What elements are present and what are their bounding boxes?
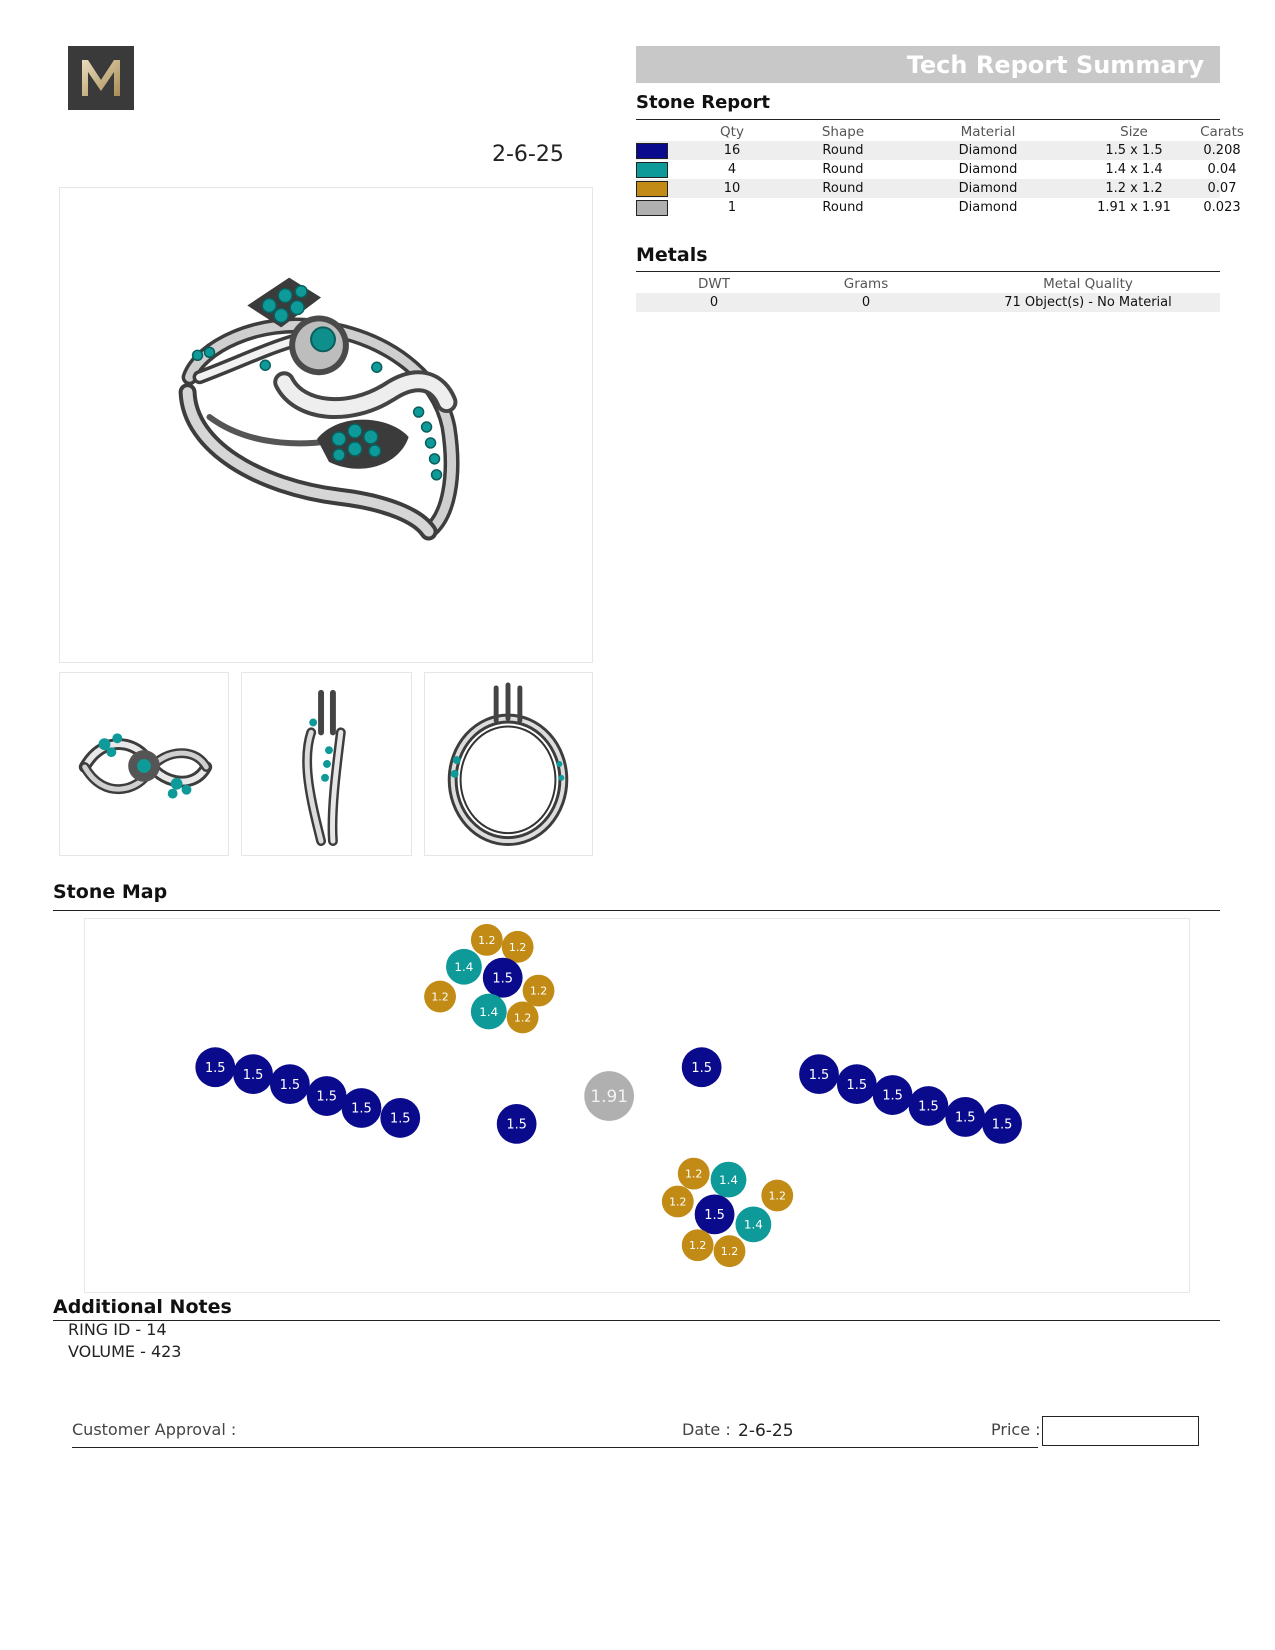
stone-marker [233,1054,273,1094]
stone-material: Diamond [958,143,1018,158]
stone-size-label: 1.5 [882,1088,903,1104]
stone-size-label: 1.5 [316,1089,337,1105]
stone-qty: 16 [723,143,741,158]
stone-size-label: 1.2 [684,1167,703,1181]
stone-size-label: 1.91 [590,1086,628,1107]
stone-size-label: 1.5 [351,1101,372,1117]
color-swatch [636,143,668,159]
stone-qty: 10 [723,181,741,196]
stone-size-label: 1.5 [704,1208,725,1224]
stone-map [84,918,1190,1293]
stone-size-label: 1.2 [431,990,449,1004]
ring-side-view [241,672,412,856]
stone-marker [507,1002,539,1034]
color-swatch [636,181,668,197]
stone-carats: 0.023 [1203,200,1241,215]
stone-shape: Round [822,200,864,215]
stone-material: Diamond [958,162,1018,177]
stone-marker [523,975,555,1007]
note-line: VOLUME - 423 [68,1342,182,1361]
stone-map-canvas [85,919,1189,1292]
stone-size-label: 1.4 [454,960,474,975]
stone-shape: Round [822,181,864,196]
stone-marker [483,958,523,998]
stone-marker [735,1206,771,1242]
notes-rule [53,1320,1220,1321]
stone-marker [678,1158,710,1190]
stone-marker [695,1195,735,1235]
approval-date-label: Date : [682,1420,731,1439]
table-row [636,160,1237,179]
document-date: 2-6-25 [492,142,564,167]
stone-marker [502,931,534,963]
stone-marker [799,1054,839,1094]
ring-top-image [60,673,228,855]
ring-top-view [59,672,229,856]
approval-signature-line [72,1447,1038,1448]
stone-table-header [636,122,1244,141]
stone-size-label: 1.5 [846,1077,868,1093]
stone-marker [471,924,503,956]
metal-dwt: 0 [709,295,719,310]
stone-size: 1.5 x 1.5 [1105,143,1163,158]
stone-marker [714,1235,746,1267]
ring-perspective-image [60,188,592,662]
stone-shape: Round [822,162,864,177]
stone-size: 1.91 x 1.91 [1097,200,1171,215]
stone-size-label: 1.5 [506,1117,527,1133]
stone-qty: 1 [727,200,737,215]
note-line: RING ID - 14 [68,1320,167,1339]
notes-title: Additional Notes [53,1296,232,1318]
col-material: Material [960,124,1016,140]
stone-qty: 4 [727,162,737,177]
stone-marker [682,1047,722,1087]
stone-size-label: 1.5 [492,971,514,987]
metals-rule [636,271,1220,272]
metals-title: Metals [636,244,708,266]
stone-size-label: 1.5 [954,1110,976,1126]
table-row [636,179,1237,198]
col-qty: Qty [720,124,744,140]
stone-marker [982,1104,1022,1144]
stone-size-label: 1.2 [478,933,496,947]
stone-marker [342,1088,382,1128]
stone-carats: 0.07 [1207,181,1237,196]
customer-approval-label: Customer Approval : [72,1420,237,1439]
color-swatch [636,162,668,178]
stone-marker [307,1076,347,1116]
stone-size-label: 1.2 [513,1011,532,1025]
stone-size-label: 1.5 [991,1117,1013,1133]
stone-size-label: 1.2 [508,940,527,954]
stone-carats: 0.208 [1203,143,1241,158]
stone-marker [584,1071,634,1121]
stone-marker [446,949,482,985]
stone-marker [497,1104,537,1144]
stone-report-rule [636,119,1220,120]
col-size: Size [1120,124,1148,140]
stone-size-label: 1.2 [529,984,548,998]
ring-side-image [242,673,411,855]
metal-grams: 0 [861,295,871,310]
stone-marker [909,1086,949,1126]
stone-size-label: 1.2 [768,1189,786,1203]
col-grams: Grams [843,276,889,292]
stone-size-label: 1.5 [918,1099,939,1115]
stone-size-label: 1.2 [688,1239,707,1253]
stone-size-label: 1.4 [743,1217,763,1232]
stone-marker [873,1075,913,1115]
table-row [636,141,1241,160]
stone-map-title: Stone Map [53,881,168,903]
price-field[interactable] [1042,1416,1199,1446]
stone-marker [662,1186,694,1218]
col-shape: Shape [821,124,865,140]
stone-marker [682,1229,714,1261]
stone-size-label: 1.5 [389,1111,411,1127]
col-metal-quality: Metal Quality [1043,276,1133,292]
ring-main-view [59,187,593,663]
ring-front-image [425,673,592,855]
stone-size-label: 1.5 [808,1067,830,1083]
color-swatch [636,200,668,216]
stone-material: Diamond [958,200,1018,215]
stone-material: Diamond [958,181,1018,196]
company-logo [68,46,134,110]
report-title: Tech Report Summary [906,51,1204,79]
stone-size-label: 1.5 [204,1060,226,1076]
stone-marker [471,994,507,1030]
stone-marker [761,1180,793,1212]
stone-map-rule [53,910,1220,911]
stone-size-label: 1.5 [279,1077,301,1093]
approval-date-value: 2-6-25 [738,1421,794,1441]
ring-front-view [424,672,593,856]
stone-size-label: 1.4 [479,1004,499,1019]
stone-marker [195,1047,235,1087]
stone-report-title: Stone Report [636,92,771,113]
stone-carats: 0.04 [1207,162,1237,177]
price-label: Price : [991,1420,1041,1439]
metal-quality: 71 Object(s) - No Material [1004,295,1172,310]
stone-report-table [636,122,1244,217]
metals-table-header [636,274,1220,293]
stone-size: 1.4 x 1.4 [1105,162,1163,177]
stone-size-label: 1.4 [719,1172,738,1187]
stone-marker [424,981,456,1013]
stone-size-label: 1.2 [669,1195,687,1209]
stone-size-label: 1.5 [242,1067,264,1083]
stone-shape: Round [822,143,864,158]
table-row [636,293,1220,312]
stone-marker [837,1064,877,1104]
report-banner [636,46,1220,83]
stone-marker [270,1064,310,1104]
stone-size-label: 1.2 [720,1245,739,1259]
stone-size-label: 1.5 [691,1060,712,1076]
col-carats: Carats [1200,124,1244,140]
stone-size: 1.2 x 1.2 [1105,181,1163,196]
metals-table [636,274,1220,312]
col-dwt: DWT [698,276,730,292]
table-row [636,198,1241,217]
stone-marker [380,1098,420,1138]
stone-marker [945,1097,985,1137]
stone-marker [711,1162,747,1198]
logo-m-icon [68,46,134,110]
